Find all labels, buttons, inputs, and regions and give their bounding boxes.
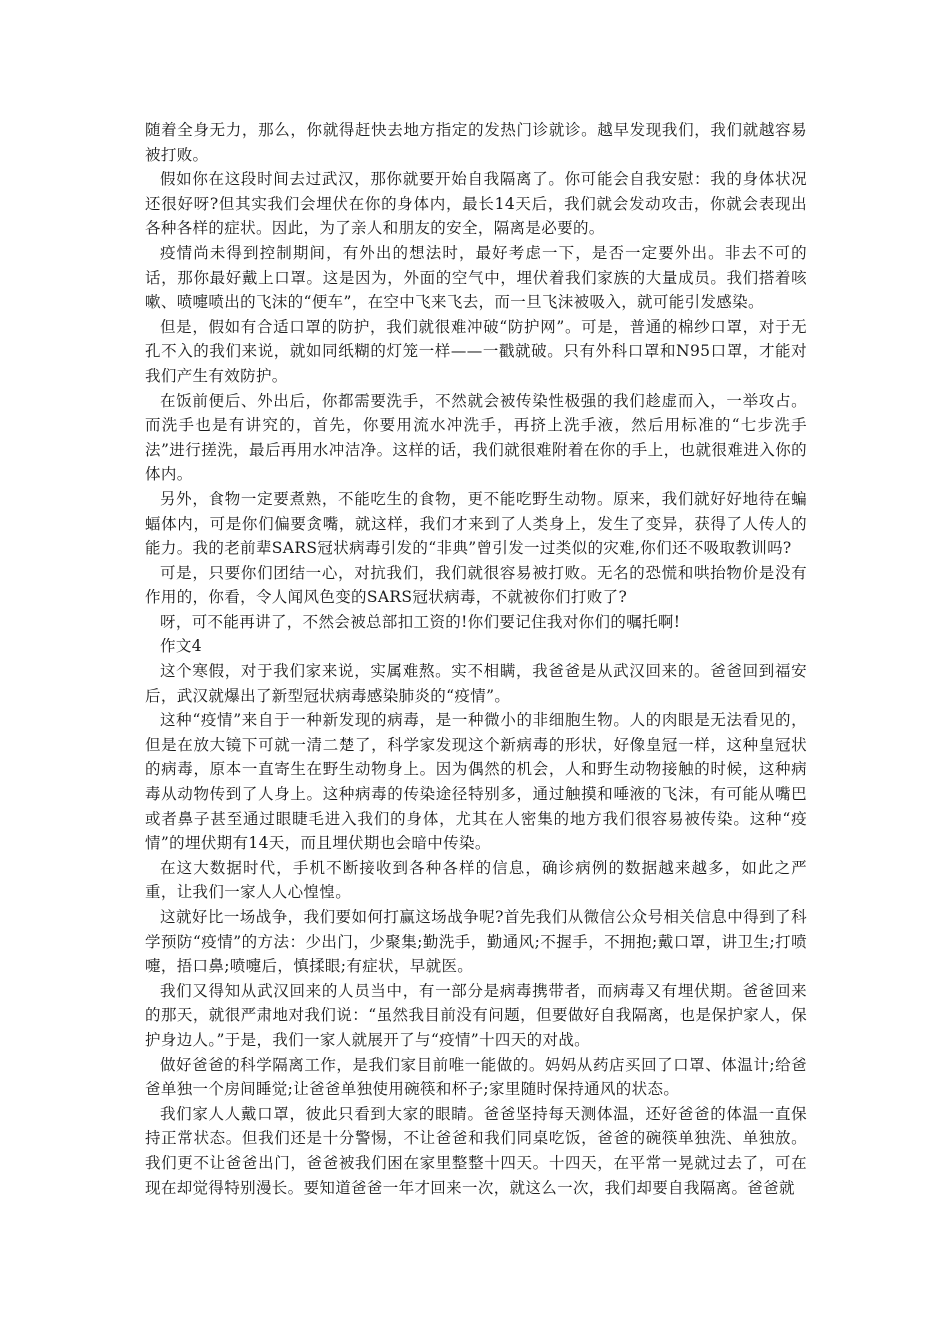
document-body xyxy=(145,118,807,1200)
paragraph: 但是，假如有合适口罩的防护，我们就很难冲破“防护网”。可是，普通的棉纱口罩，对于无孔不入的我们来说，就如同纸糊的灯笼一样——一戳就破。只有外科口罩和N95口罩，才能对我们产生有效防护。 xyxy=(145,317,807,385)
paragraph: 随着全身无力，那么，你就得赶快去地方指定的发热门诊就诊。越早发现我们，我们就越容易被打败。 xyxy=(145,121,807,164)
paragraph: 这就好比一场战争，我们要如何打赢这场战争呢?首先我们从微信公众号相关信息中得到了科学预防“疫情”的方法：少出门，少聚集;勤洗手，勤通风;不握手，不拥抱;戴口罩，讲卫生;打喷嚏，捂口鼻;喷嚏后，慎揉眼;有症状，早就医。 xyxy=(145,908,807,976)
paragraph: 可是，只要你们团结一心，对抗我们，我们就很容易被打败。无名的恐慌和哄抬物价是没有作用的，你看，令人闻风色变的SARS冠状病毒，不就被你们打败了? xyxy=(145,563,807,607)
paragraph: 呀，可不能再讲了，不然会被总部扣工资的!你们要记住我对你们的嘱托啊! xyxy=(160,612,681,631)
paragraph: 疫情尚未得到控制期间，有外出的想法时，最好考虑一下，是否一定要外出。非去不可的话，那你最好戴上口罩。这是因为，外面的空气中，埋伏着我们家族的大量成员。我们搭着咳嗽、喷嚏喷出的飞沫的“便车”，在空中飞来飞去，而一旦飞沫被吸入，就可能引发感染。 xyxy=(145,243,807,312)
paragraph: 我们又得知从武汉回来的人员当中，有一部分是病毒携带者，而病毒又有埋伏期。爸爸回来的那天，就很严肃地对我们说：“虽然我目前没有问题，但要做好自我隔离，也是保护家人，保护身边人。”于是，我们一家人就展开了与“疫情”十四天的对战。 xyxy=(145,981,807,1049)
section-heading: 作文4 xyxy=(160,637,202,656)
paragraph: 我们家人人戴口罩，彼此只看到大家的眼睛。爸爸坚持每天测体温，还好爸爸的体温一直保持正常状态。但我们还是十分警惕，不让爸爸和我们同桌吃饭，爸爸的碗筷单独洗、单独放。我们更不让爸爸出门，爸爸被我们困在家里整整十四天。十四天，在平常一晃就过去了，可在现在却觉得特别漫长。要知道爸爸一年才回来一次，就这么一次，我们却要自我隔离。爸爸就 xyxy=(145,1104,807,1197)
paragraph: 在这大数据时代，手机不断接收到各种各样的信息，确诊病例的数据越来越多，如此之严重，让我们一家人人心惶惶。 xyxy=(145,858,807,902)
paragraph: 假如你在这段时间去过武汉，那你就要开始自我隔离了。你可能会自我安慰：我的身体状况还很好呀?但其实我们会埋伏在你的身体内，最长14天后，我们就会发动攻击，你就会表现出各种各样的症状。因此，为了亲人和朋友的安全，隔离是必要的。 xyxy=(145,170,807,238)
paragraph: 在饭前便后、外出后，你都需要洗手，不然就会被传染性极强的我们趁虚而入，一举攻占。而洗手也是有讲究的，首先，你要用流水冲洗手，再挤上洗手液，然后用标准的“七步洗手法”进行搓洗，最后再用水冲洁净。这样的话，我们就很难附着在你的手上，也就很难进入你的体内。 xyxy=(145,391,807,484)
paragraph: 另外，食物一定要煮熟，不能吃生的食物，更不能吃野生动物。原来，我们就好好地待在蝙蝠体内，可是你们偏要贪嘴，就这样，我们才来到了人类身上，发生了变异，获得了人传人的能力。我的老前辈SARS冠状病毒引发的“非典”曾引发一过类似的灾难,你们还不吸取教训吗? xyxy=(145,489,807,558)
paragraph: 这种“疫情”来自于一种新发现的病毒，是一种微小的非细胞生物。人的肉眼是无法看见的，但是在放大镜下可就一清二楚了，科学家发现这个新病毒的形状，好像皇冠一样，这种皇冠状的病毒，原本一直寄生在野生动物身上。因为偶然的机会，人和野生动物接触的时候，这种病毒从动物传到了人身上。这种病毒的传染途径特别多，通过触摸和唾液的飞沫，有可能从嘴巴或者鼻子甚至通过眼睫毛进入我们的身体，尤其在人密集的地方我们很容易被传染。这种“疫情”的埋伏期有14天，而且埋伏期也会暗中传染。 xyxy=(145,711,807,853)
paragraph: 做好爸爸的科学隔离工作，是我们家目前唯一能做的。妈妈从药店买回了口罩、体温计;给爸爸单独一个房间睡觉;让爸爸单独使用碗筷和杯子;家里随时保持通风的状态。 xyxy=(145,1055,807,1099)
paragraph: 这个寒假，对于我们家来说，实属难熬。实不相瞒，我爸爸是从武汉回来的。爸爸回到福安后，武汉就爆出了新型冠状病毒感染肺炎的“疫情”。 xyxy=(145,662,807,705)
